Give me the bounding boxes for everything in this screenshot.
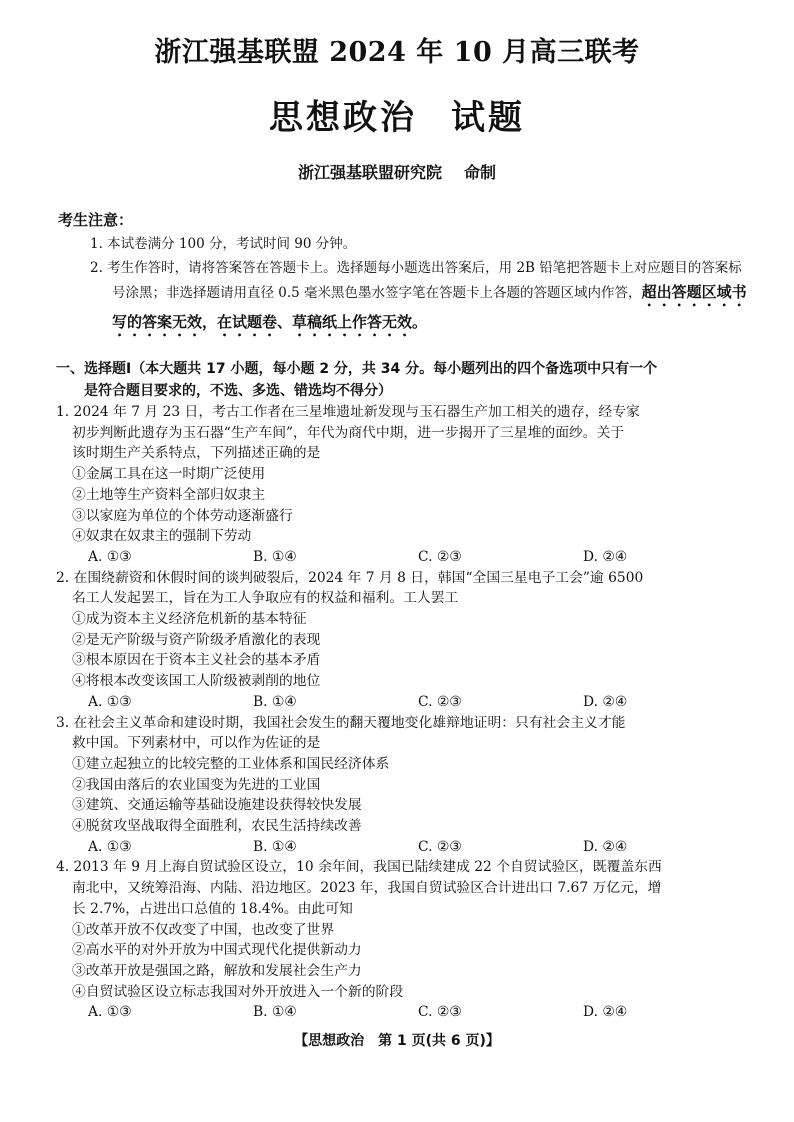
maker-line	[0, 160, 794, 183]
question-3	[56, 713, 748, 858]
answer-choice-b: B. ①④	[253, 838, 297, 855]
stem-line: 长 2.7%，占进出口总值的 18.4%。由此可知	[72, 900, 353, 917]
statement-option: ④脱贫攻坚战取得全面胜利，农民生活持续改善	[72, 818, 362, 835]
answer-choice-a: A. ①③	[88, 548, 132, 565]
notice-title: 考生注意：	[58, 211, 134, 229]
question-stem	[56, 713, 748, 754]
statement-option: ②高水平的对外开放为中国式现代化提供新动力	[72, 942, 362, 959]
stem-line: 名工人发起罢工，旨在为工人争取应有的权益和福利。工人罢工	[72, 590, 459, 607]
answer-choice-d: D. ②④	[583, 838, 628, 855]
stem-line: 初步判断此遗存为玉石器“生产车间”，年代为商代中期，进一步揭开了三星堆的面纱。关于	[72, 424, 625, 441]
statement-option: ③根本原因在于资本主义社会的基本矛盾	[72, 652, 321, 669]
stem-line: 救中国。下列素材中，可以作为佐证的是	[72, 735, 321, 752]
stem-line: 南北中，又统筹沿海、内陆、沿边地区。2023 年，我国自贸试验区合计进出口 7.67 万亿元，增	[72, 880, 662, 897]
answer-choice-a: A. ①③	[88, 693, 132, 710]
notice-item-1: 1. 本试卷满分 100 分，考试时间 90 分钟。	[90, 236, 357, 252]
question-stem	[56, 857, 748, 919]
answer-choice-d: D. ②④	[583, 693, 628, 710]
statement-option: ①金属工具在这一时期广泛使用	[72, 466, 266, 483]
statement-option: ①建立起独立的比较完整的工业体系和国民经济体系	[72, 755, 390, 772]
question-4	[56, 857, 748, 1023]
answer-choice-b: B. ①④	[253, 548, 297, 565]
answer-choice-b: B. ①④	[253, 693, 297, 710]
statement-option: ②土地等生产资料全部归奴隶主	[72, 486, 266, 503]
candidate-notice	[58, 208, 748, 340]
paper-title	[0, 90, 794, 139]
subject-name: 思想政治	[269, 98, 417, 138]
answer-choice-d: D. ②④	[583, 548, 628, 565]
section-heading-line-2: 是符合题目要求的，不选、多选、错选均不得分）	[84, 383, 392, 399]
answer-choices	[56, 1002, 748, 1023]
answer-choice-b: B. ①④	[253, 1004, 297, 1021]
answer-choice-d: D. ②④	[583, 1004, 628, 1021]
answer-choice-c: C. ②③	[418, 1004, 462, 1021]
statement-option: ②是无产阶级与资产阶级矛盾激化的表现	[72, 631, 321, 648]
notice-item-2	[80, 256, 748, 340]
page-footer: 【思想政治 第 1 页(共 6 页)】	[294, 1033, 500, 1049]
section-heading	[56, 358, 746, 402]
statement-option: ③建筑、交通运输等基础设施建设获得较快发展	[72, 797, 362, 814]
statement-option: ①改革开放不仅改变了中国，也改变了世界	[72, 921, 335, 938]
answer-choice-c: C. ②③	[418, 838, 462, 855]
stem-line: 1. 2024 年 7 月 23 日，考古工作者在三星堆遗址新发现与玉石器生产加工相关的遗存，经专家	[56, 404, 640, 420]
question-1	[56, 402, 748, 568]
question-stem	[56, 402, 748, 464]
answer-choice-a: A. ①③	[88, 1004, 132, 1021]
stem-line: 4. 2013 年 9 月上海自贸试验区设立，10 余年间，我国已陆续建成 22 个自贸试验区，既覆盖东西	[56, 859, 662, 876]
statement-option: ②我国由落后的农业国变为先进的工业国	[72, 776, 321, 793]
notice-item-2-text: 2. 考生作答时，请将答案答在答题卡上。选择题每小题选出答案后，用 2B 铅笔把答题卡上对应题目的答案标号涂黑；非选择题请用直径 0.5 毫米黑色墨水签字笔在答题卡上各题的答题区域内作答，	[90, 260, 742, 301]
exam-title: 浙江强基联盟 2024 年 10 月高三联考	[154, 37, 640, 68]
statement-option: ④自贸试验区设立标志我国对外开放进入一个新的阶段	[72, 983, 404, 1000]
org-name: 浙江强基联盟研究院	[297, 163, 442, 182]
answer-choices	[56, 837, 748, 858]
statement-option: ③以家庭为单位的个体劳动逐渐盛行	[72, 507, 293, 524]
stem-line: 2. 在围绕薪资和休假时间的谈判破裂后，2024 年 7 月 8 日，韩国“全国三星电子工会”逾 6500	[56, 569, 644, 586]
question-list	[56, 402, 748, 1023]
notice-item-2-emphasis: 超出答题区域书写的答案无效，在试题卷、草稿纸上作答无效。	[112, 283, 747, 331]
statement-option: ④将根本改变该国工人阶级被剥削的地位	[72, 673, 321, 690]
section-heading-line-1: 一、选择题Ⅰ（本大题共 17 小题，每小题 2 分，共 34 分。每小题列出的四个备选项中只有一个	[56, 361, 658, 377]
answer-choice-a: A. ①③	[88, 838, 132, 855]
statement-option: ③改革开放是强国之路，解放和发展社会生产力	[72, 962, 362, 979]
stem-line: 该时期生产关系特点，下列描述正确的是	[72, 445, 321, 462]
paper-label: 试题	[451, 98, 525, 138]
answer-choice-c: C. ②③	[418, 693, 462, 710]
statement-option: ④奴隶在奴隶主的强制下劳动	[72, 528, 252, 545]
stem-line: 3. 在社会主义革命和建设时期，我国社会发生的翻天覆地变化雄辩地证明：只有社会主义才能	[56, 714, 626, 731]
answer-choices	[56, 547, 748, 568]
statement-option: ①成为资本主义经济危机新的基本特征	[72, 611, 307, 628]
made-label: 命制	[464, 163, 497, 182]
answer-choices	[56, 692, 748, 713]
answer-choice-c: C. ②③	[418, 548, 462, 565]
question-stem	[56, 568, 748, 609]
question-2	[56, 568, 748, 713]
